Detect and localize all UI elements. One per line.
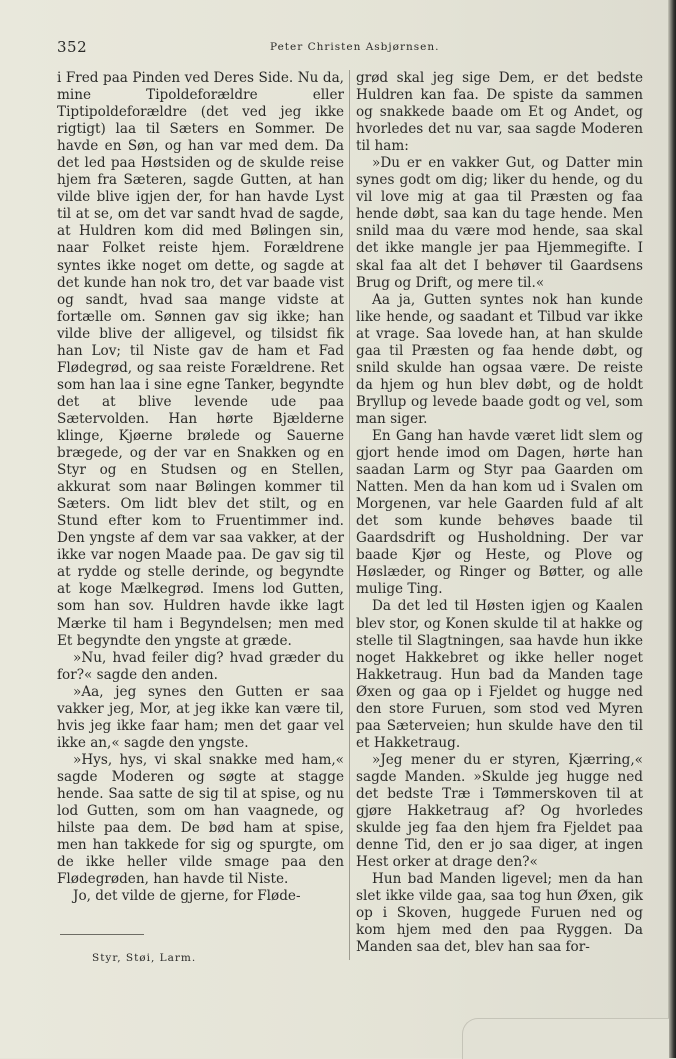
left-column (57, 70, 344, 905)
paragraph: Aa ja, Gutten syntes nok han kunde like hende, og saadant et Tilbud var ikke at vrage. Saa lovede han, at han skulde gaa til Præsten og faa hende døbt, og snild skulde han ogsaa være. De reiste da hjem og hun blev døbt, og de holdt Bryllup og levede baade godt og vel, som man siger. (356, 291, 643, 427)
footnote-rule (60, 934, 144, 935)
page-corner-fold (462, 1018, 669, 1059)
paragraph: »Jeg mener du er styren, Kjærring,« sagde Manden. »Skulde jeg hugge ned det bedste Træ i Tømmerskoven til at gjøre Hakketraug af? Og hvorledes skulde jeg faa den hjem fra Fjeldet paa denne Tid, den er jo saa diger, at ingen Hest orker at drage den?« (356, 751, 643, 871)
paragraph: »Du er en vakker Gut, og Datter min synes godt om dig; liker du hende, og du vil love mig at gaa til Præsten og faa hende døbt, saa kan du tage hende. Men snild maa du være mod hende, saa skal det ikke mangle jer paa Hjemmegifte. I skal faa alt det I behøver til Gaardsens Brug og Drift, og mere til.« (356, 155, 643, 291)
paragraph: En Gang han havde været lidt slem og gjort hende imod om Dagen, hørte han saadan Larm og Styr paa Gaarden om Natten. Men da han kom ud i Svalen om Morgenen, var hele Gaarden fuld af alt det som kunde behøves baade til Gaardsdrift og Husholdning. Der var baade Kjør og Heste, og Plove og Høslæder, og Ringer og Bøtter, og alle mulige Ting. (356, 427, 643, 598)
page-edge-shadow (668, 0, 676, 1058)
paragraph: Hun bad Manden ligevel; men da han slet ikke vilde gaa, saa tog hun Øxen, gik op i Skoven, huggede Furuen ned og kom hjem med den paa Ryggen. Da Manden saa det, blev han saa for- (356, 871, 643, 956)
paragraph: Jo, det vilde de gjerne, for Fløde- (73, 888, 301, 905)
paragraph: grød skal jeg sige Dem, er det bedste Huldren kan faa. De spiste da sammen og snakkede baade om Et og Andet, og hvorledes det nu var, saa sagde Moderen til ham: (356, 70, 643, 155)
column-divider (349, 70, 350, 960)
paragraph: »Aa, jeg synes den Gutten er saa vakker jeg, Mor, at jeg ikke kan være til, hvis jeg ikke faar ham; men det gaar vel ikke an,« sagde den yngste. (57, 683, 344, 751)
paragraph: »Hys, hys, vi skal snakke med ham,« sagde Moderen og søgte at stagge hende. Saa satte de sig til at spise, og nu lod Gutten, som om han vaagnede, og hilste paa dem. De bød ham at spise, men han takkede for sig og spurgte, om de ikke heller vilde smage paa den Flødegrøden, han havde til Niste. (57, 751, 344, 888)
right-column (356, 70, 643, 956)
paragraph: »Nu, hvad feiler dig? hvad græder du for?« sagde den anden. (57, 649, 344, 683)
paragraph: Da det led til Høsten igjen og Kaalen blev stor, og Konen skulde til at hakke og stelle til Slagtningen, saa havde hun ikke noget Hakkebret og ikke heller noget Hakketraug. Hun bad da Manden tage Øxen og gaa op i Fjeldet og hugge ned den store Furuen, som stod ved Myren paa Sæterveien; hun skulde have den til et Hakketraug. (356, 598, 643, 751)
footnote: Styr, Støi, Larm. (92, 952, 197, 964)
paragraph: i Fred paa Pinden ved Deres Side. Nu da, mine Tipoldeforældre eller Tiptipoldeforældre (det ved jeg ikke rigtigt) laa til Sæters en Sommer. De havde en Søn, og han var med dem. Da det led paa Høstsiden og de skulde reise hjem fra Sæteren, sagde Gutten, at han vilde blive igjen der, for han havde Lyst til at se, om det var sandt hvad de sagde, at Huldren kom did med Bølingen sin, naar Folket reiste hjem. Forældrene syntes ikke noget om dette, og sagde at det kunde han nok tro, det var baade vist og sandt, hvad saa mange vidste at fortælle om. Sønnen gav sig ikke; han vilde blive der alligevel, og tilsidst fik han Lov; til Niste gav de ham et Fad Flødegrød, og saa reiste Forældrene. Ret som han laa i sine egne Tanker, begyndte det at blive levende ude paa Sætervolden. Han hørte Bjælderne klinge, Kjøerne brølede og Sauerne brægede, og der var en Snakken og en Styr og en Studsen og en Stellen, akkurat som naar Bølingen kommer til Sæters. Om lidt blev det stilt, og en Stund efter kom to Fruentimmer ind. Den yngste af dem var saa vakker, at der ikke var nogen Maade paa. De gav sig til at rydde og stelle derinde, og begyndte at koge Mælkegrød. Imens lod Gutten, som han sov. Huldren havde ikke lagt Mærke til ham i Begyndelsen; men med Et begyndte den yngste at græde. (57, 70, 344, 649)
page-number: 352 (57, 38, 88, 56)
running-head: Peter Christen Asbjørnsen. (270, 41, 440, 53)
